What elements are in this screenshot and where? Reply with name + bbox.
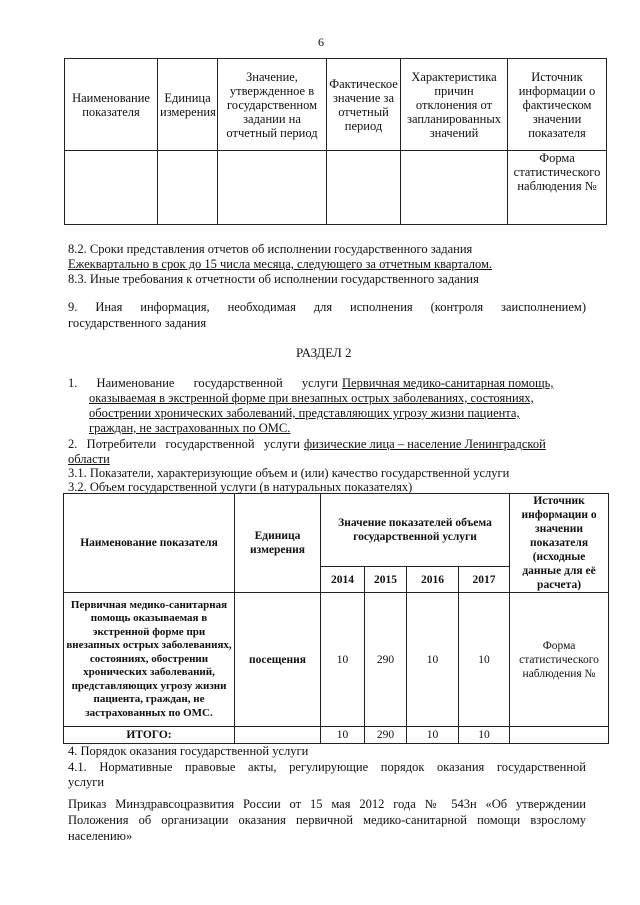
header-values: Значение показателей объема государственной услуги — [321, 494, 510, 567]
total-value: 10 — [321, 727, 365, 744]
p1-value-line1: Первичная медико-санитарная помощь, — [342, 376, 554, 390]
table-cell — [158, 151, 218, 225]
total-source — [510, 727, 609, 744]
order-line1: Приказ Минздравсоцразвития России от 15 мая 2012 года № 543н «Об утверждении — [68, 797, 586, 811]
table-cell — [65, 151, 158, 225]
total-unit — [235, 727, 321, 744]
col-header: Единица измерения — [158, 59, 218, 151]
row-value: 290 — [365, 593, 407, 727]
col-header: Характеристика причин отклонения от запланированных значений — [401, 59, 508, 151]
header-unit: Единица измерения — [235, 494, 321, 593]
total-value: 10 — [407, 727, 459, 744]
total-label: ИТОГО: — [64, 727, 235, 744]
year-header: 2016 — [407, 567, 459, 593]
p1-label: 1. Наименование государственной услуги — [68, 376, 338, 390]
section-9-line2: государственного задания — [68, 316, 207, 330]
year-header: 2017 — [459, 567, 510, 593]
row-unit: посещения — [235, 593, 321, 727]
col-header: Наименование показателя — [65, 59, 158, 151]
row-value: 10 — [407, 593, 459, 727]
order-line3: населению» — [68, 829, 133, 843]
p2-value-line1: физические лица – население Ленинградской — [304, 437, 546, 451]
total-value: 10 — [459, 727, 510, 744]
year-header: 2014 — [321, 567, 365, 593]
col-header: Значение, утвержденное в государственном задании на отчетный период — [218, 59, 327, 151]
table-cell — [218, 151, 327, 225]
p1-value-line2: оказываемая в экстренной форме при внезапных острых заболеваниях, состояниях, — [89, 391, 534, 405]
p1-value-line3: обострении хронических заболеваний, представляющих угрозу жизни пациента, — [89, 406, 520, 420]
total-value: 290 — [365, 727, 407, 744]
p4-1-line1: 4.1. Нормативные правовые акты, регулирующие порядок оказания государственной — [68, 760, 586, 774]
section-8-2-value: Ежеквартально в срок до 15 числа месяца, следующего за отчетным кварталом. — [68, 257, 493, 271]
table-cell: Форма статистического наблюдения № — [508, 151, 607, 225]
p4-1-line2: услуги — [68, 775, 105, 789]
p3-2: 3.2. Объем государственной услуги (в натуральных показателях) — [68, 480, 413, 494]
row-value: 10 — [321, 593, 365, 727]
order-line2: Положения об организации оказания первичной медико-санитарной помощи взрослому — [68, 813, 586, 827]
page-number: 6 — [318, 35, 324, 49]
row-name: Первичная медико-санитарная помощь оказываемая в экстренной форме при внезапных острых заболеваниях, состояниях, обострении хронических заболеваний, представляющих угрозу жизни пациента, граждан, не застрахованных по ОМС. — [64, 593, 235, 727]
p3-1: 3.1. Показатели, характеризующие объем и (или) качество государственной услуги — [68, 466, 510, 480]
header-name: Наименование показателя — [64, 494, 235, 593]
section-9-line1: 9. Иная информация, необходимая для исполнения (контроля заисполнением) — [68, 300, 586, 314]
section-title: РАЗДЕЛ 2 — [296, 345, 352, 360]
section-8-3: 8.3. Иные требования к отчетности об исполнении государственного задания — [68, 272, 479, 286]
row-value: 10 — [459, 593, 510, 727]
p4: 4. Порядок оказания государственной услуги — [68, 744, 309, 758]
p2-value-line2: области — [68, 452, 110, 466]
section-8-2-title: 8.2. Сроки представления отчетов об исполнении государственного задания — [68, 242, 473, 256]
row-source: Форма статистического наблюдения № — [510, 593, 609, 727]
col-header: Источник информации о фактическом значении показателя — [508, 59, 607, 151]
table-cell — [327, 151, 401, 225]
report-table — [64, 58, 607, 225]
volume-table — [63, 493, 609, 744]
p2-label: 2. Потребители государственной услуги — [68, 437, 300, 451]
p1-value-line4: граждан, не застрахованных по ОМС. — [89, 421, 291, 435]
header-source: Источник информации о значении показателя (исходные данные для её расчета) — [510, 494, 609, 593]
year-header: 2015 — [365, 567, 407, 593]
col-header: Фактическое значение за отчетный период — [327, 59, 401, 151]
table-cell — [401, 151, 508, 225]
